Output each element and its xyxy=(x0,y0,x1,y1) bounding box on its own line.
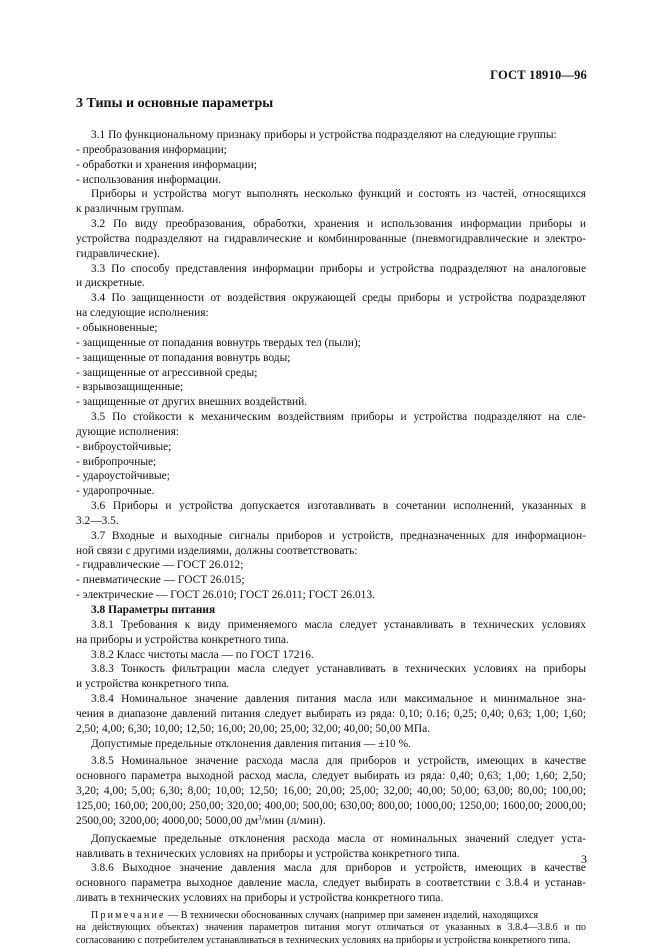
list-item: - взрывозащищенные; xyxy=(76,381,184,394)
paragraph-line: на следующие исполнения: xyxy=(76,307,209,320)
clause-3-8-3: 3.8.3 Тонкость фильтрации масла следует устанавливать в технических условиях на приборы xyxy=(91,663,586,676)
paragraph-line: Допустимые предельные отклонения давления питания — ±10 %. xyxy=(91,737,411,750)
paragraph-line: ливать в технических условиях на приборы и устройства конкретного типа. xyxy=(76,892,444,905)
flow-values: 2500,00; 3200,00; 4000,00; 5000,00 дм xyxy=(76,814,258,827)
clause-3-8-6: 3.8.6 Выходное значение давления масла для приборов и устройств, имеющих в качестве xyxy=(91,862,586,875)
paragraph-line: гидравлические). xyxy=(76,247,160,260)
list-item: - вибропрочные; xyxy=(76,455,157,468)
paragraph-line: чения в диапазоне давлений питания следует выбирать из ряда: 0,10; 0.16; 0,25; 0,40; 0,63; 1,00; 1,60; xyxy=(76,707,586,720)
clause-3-8-5: 3.8.5 Номинальное значение расхода масла для приборов и устройств, имеющих в качестве xyxy=(91,755,586,768)
clause-3-4: 3.4 По защищенности от воздействия окружающей среды приборы и устройства подразделяют xyxy=(91,292,586,305)
note-block xyxy=(76,910,586,948)
list-item: - ударопрочные. xyxy=(76,485,155,498)
note-label: Примечание xyxy=(91,909,166,921)
paragraph-line: 125,00; 160,00; 200,00; 250,00; 320,00; 400,00; 500,00; 630,00; 800,00; 1000,00; 1250,00; 1600,00; 2000,00; xyxy=(76,799,586,812)
paragraph-line: на приборы и устройства конкретного типа. xyxy=(76,633,289,646)
paragraph-line: ной связи с другими изделиями, должны соответствовать: xyxy=(76,544,358,557)
list-item: - преобразования информации; xyxy=(76,143,227,156)
paragraph-line: 3,20; 4,00; 5,00; 6,30; 8,00; 10,00; 12,50; 16,00; 20,00; 25,00; 32,00; 40,00; 50,00; 63,00; 80,00; 100,00; xyxy=(76,785,586,798)
list-item: - защищенные от попадания вовнутрь воды; xyxy=(76,351,291,364)
unit-exponent: 3 xyxy=(257,813,262,822)
clause-3-5: 3.5 По стойкости к механическим воздействиям приборы и устройства подразделяют на сле- xyxy=(91,411,586,424)
note-line: на действующих объектах) значения параметров питания могут отличаться от указанных в 3.8.4—3.8.6 и по xyxy=(76,922,586,934)
clause-3-8-1: 3.8.1 Требования к виду применяемого масла следует устанавливать в технических условиях xyxy=(91,618,586,631)
clause-3-3: 3.3 По способу представления информации приборы и устройства подразделяют на аналоговые xyxy=(91,262,586,275)
clause-3-7: 3.7 Входные и выходные сигналы приборов и устройств, предназначенных для информацион- xyxy=(91,529,586,542)
paragraph-line: и дискретные. xyxy=(76,277,145,290)
paragraph-line: Приборы и устройства могут выполнять несколько функций и состоять из частей, относящихся xyxy=(91,188,586,201)
clause-3-2: 3.2 По виду преобразования, обработки, хранения и использования информации приборы и xyxy=(91,218,586,231)
page-number: 3 xyxy=(581,852,587,866)
section-body xyxy=(76,128,586,948)
list-item: - электрические — ГОСТ 26.010; ГОСТ 26.011; ГОСТ 26.013. xyxy=(76,589,375,602)
paragraph-line: навливать в технических условиях на приборы и устройства конкретного типа. xyxy=(76,847,460,860)
paragraph-line: устройства подразделяют на гидравлические и комбинированные (пневмогидравлические и электро- xyxy=(76,232,586,245)
list-item: - защищенные от попадания вовнутрь твердых тел (пыли); xyxy=(76,336,361,349)
subsection-heading-3-8: 3.8 Параметры питания xyxy=(91,604,216,616)
paragraph-line xyxy=(76,814,586,829)
section-title: 3 Типы и основные параметры xyxy=(76,96,274,111)
paragraph-line: Допускаемые предельные отклонения расхода масла от номинальных значений следует уста- xyxy=(91,832,586,845)
list-item: - использования информации. xyxy=(76,173,222,186)
list-item: - виброустойчивые; xyxy=(76,440,172,453)
list-item: - гидравлические — ГОСТ 26.012; xyxy=(76,559,244,572)
clause-3-1: 3.1 По функциональному признаку приборы и устройства подразделяют на следующие группы: xyxy=(91,129,557,141)
list-item: - обработки и хранения информации; xyxy=(76,158,257,171)
paragraph-line: 2,50; 4,00; 6,30; 10,00; 12,50; 16,00; 20,00; 25,00; 32,00; 40,00; 50,00 МПа. xyxy=(76,722,431,735)
list-item: - защищенные от других внешних воздействий. xyxy=(76,396,308,409)
paragraph-line: основного параметра выходной расход масла, следует выбирать из ряда: 0,40; 0,63; 1,00; 1,60; 2,50; xyxy=(76,770,586,783)
list-item: - пневматические — ГОСТ 26.015; xyxy=(76,574,245,587)
paragraph-line: 3.2—3.5. xyxy=(76,514,119,527)
document-code: ГОСТ 18910—96 xyxy=(490,68,587,82)
list-item: - удароустойчивые; xyxy=(76,470,170,483)
list-item: - обыкновенные; xyxy=(76,321,158,334)
paragraph-line: дующие исполнения: xyxy=(76,425,179,438)
paragraph-line: и устройства конкретного типа. xyxy=(76,678,230,691)
clause-3-8-2: 3.8.2 Класс чистоты масла — по ГОСТ 17216. xyxy=(91,648,314,661)
paragraph-line: основного параметра выходное давление масла, следует выбирать в соответствии с 3.8.4 и устанав- xyxy=(76,877,586,890)
note-line: согласованию с потребителем устанавливаться в технических условиях на приборы и устройства конкретного типа. xyxy=(76,935,571,947)
paragraph-line: к различным группам. xyxy=(76,203,185,216)
note-text: — В технически обоснованных случаях (например при заменен изделий, находящихся xyxy=(165,909,539,921)
clause-3-8-4: 3.8.4 Номинальное значение давления питания масла или максимальное и минимальное зна- xyxy=(91,693,586,706)
flow-unit: /мин (л/мин). xyxy=(261,814,326,827)
clause-3-6: 3.6 Приборы и устройства допускается изготавливать в сочетании исполнений, указанных в xyxy=(91,500,586,513)
list-item: - защищенные от агрессивной среды; xyxy=(76,366,258,379)
note-line xyxy=(76,910,586,923)
